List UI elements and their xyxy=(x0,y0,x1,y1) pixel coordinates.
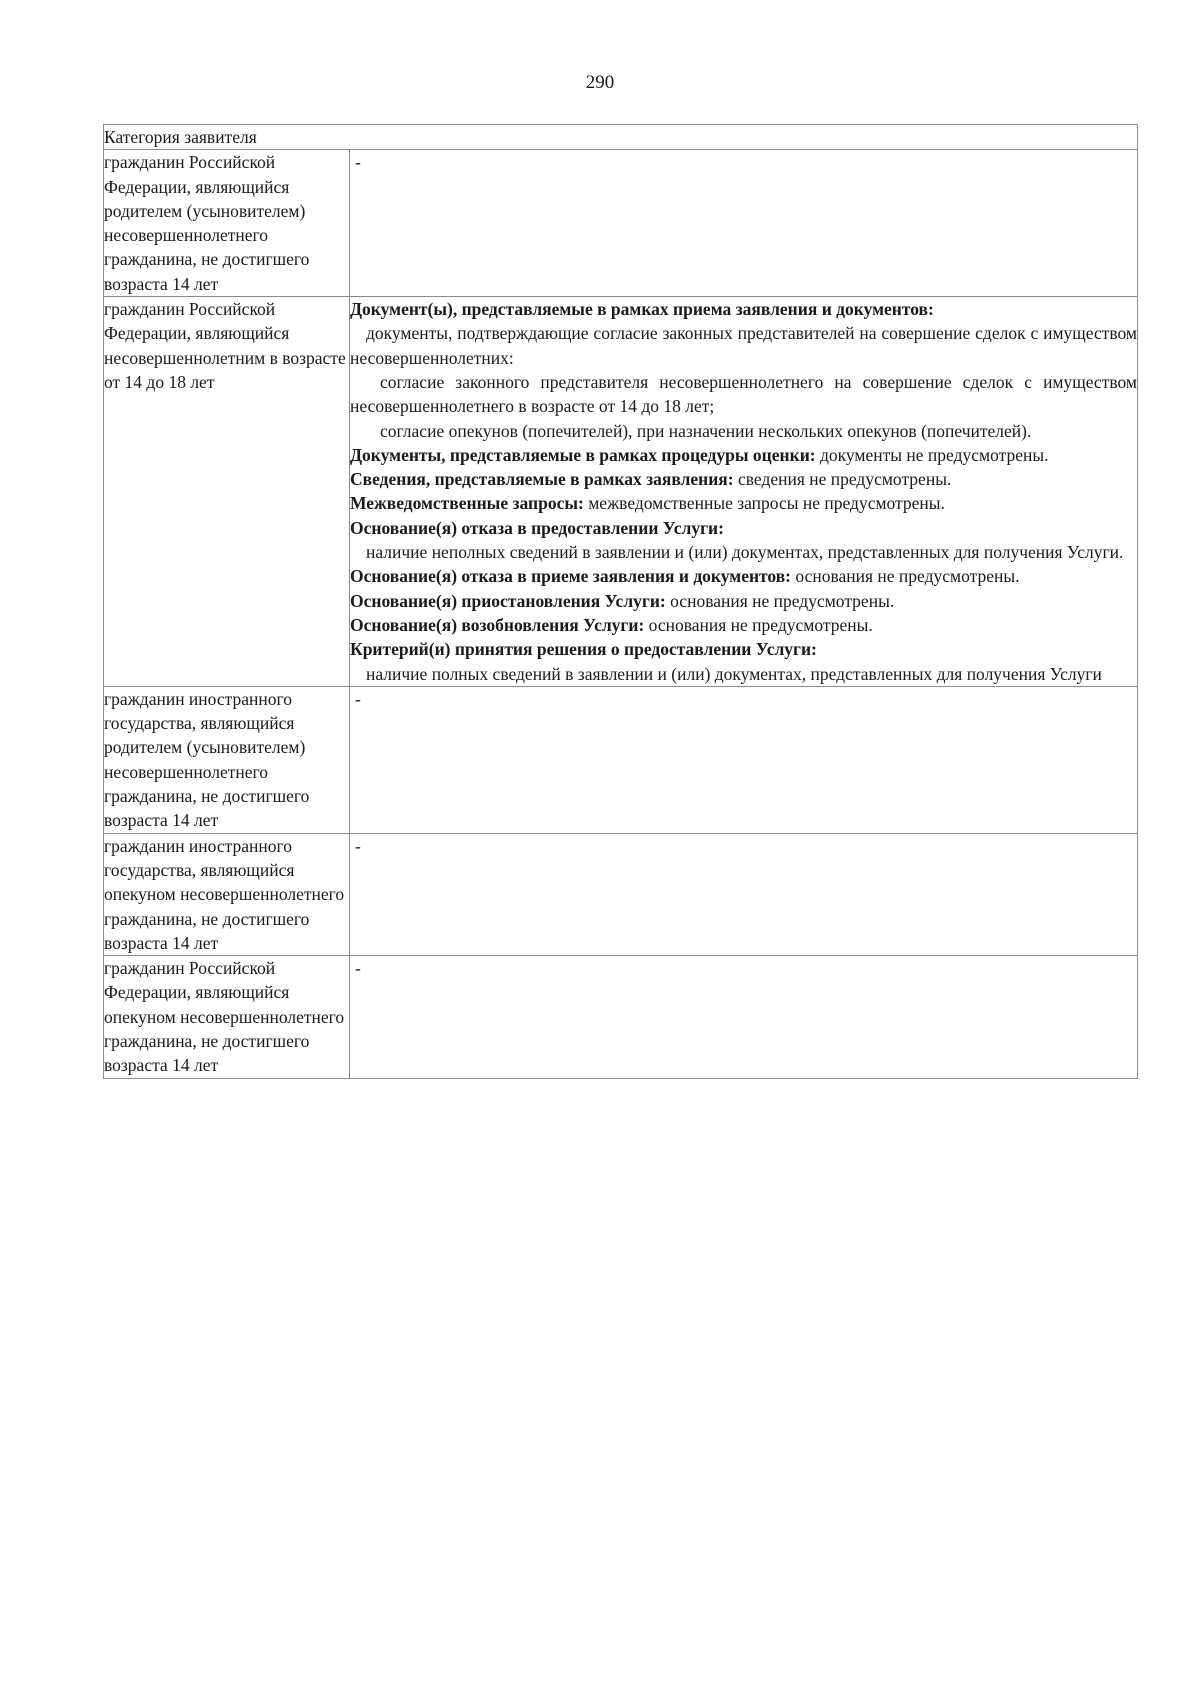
inter-label: Межведомственные запросы: xyxy=(350,493,584,514)
category-cell: гражданин Российской Федерации, являющийся опекуном несовершеннолетнего гражданина, не достигшего возраста 14 лет xyxy=(104,956,350,1078)
table-header-row xyxy=(104,125,1138,150)
criteria-item: наличие полных сведений в заявлении и (или) документах, представленных для получения Услуги xyxy=(366,663,1102,684)
eval-line xyxy=(350,443,1137,467)
category-cell: гражданин иностранного государства, являющийся опекуном несовершеннолетнего гражданина, не достигшего возраста 14 лет xyxy=(104,833,350,955)
table-header-cell: Категория заявителя xyxy=(104,125,1138,150)
suspend-value: основания не предусмотрены. xyxy=(670,590,895,611)
eval-value: документы не предусмотрены. xyxy=(820,444,1049,465)
refusal-item: наличие неполных сведений в заявлении и (или) документах, представленных для получения Услуги. xyxy=(366,542,1124,563)
inter-value: межведомственные запросы не предусмотрены. xyxy=(588,493,945,514)
info-line xyxy=(350,467,1137,491)
reject-line xyxy=(350,564,1137,588)
inter-line xyxy=(350,491,1137,515)
applicant-category-table xyxy=(103,124,1138,1079)
content-cell xyxy=(350,956,1138,1078)
category-cell: гражданин Российской Федерации, являющийся несовершеннолетним в возрасте от 14 до 18 лет xyxy=(104,297,350,687)
empty-value: - xyxy=(355,152,361,173)
category-cell: гражданин иностранного государства, являющийся родителем (усыновителем) несовершеннолетнего гражданина, не достигшего возраста 14 лет xyxy=(104,686,350,833)
docs-item: документы, подтверждающие согласие законных представителей на совершение сделок с имуществом несовершеннолетних: xyxy=(350,323,1137,368)
table-row xyxy=(104,833,1138,955)
resume-line xyxy=(350,613,1137,637)
eval-label: Документы, представляемые в рамках процедуры оценки: xyxy=(350,444,816,465)
reject-value: основания не предусмотрены. xyxy=(795,566,1020,587)
resume-label: Основание(я) возобновления Услуги: xyxy=(350,614,645,635)
table-row xyxy=(104,956,1138,1078)
docs-subitem: согласие опекунов (попечителей), при назначении нескольких опекунов (попечителей). xyxy=(380,420,1032,441)
content-cell xyxy=(350,833,1138,955)
empty-value: - xyxy=(355,688,361,709)
content-cell xyxy=(350,686,1138,833)
category-cell: гражданин Российской Федерации, являющийся родителем (усыновителем) несовершеннолетнего гражданина, не достигшего возраста 14 лет xyxy=(104,150,350,297)
docs-subitem: согласие законного представителя несовершеннолетнего на совершение сделок с имуществом несовершеннолетнего в возрасте от 14 до 18 лет; xyxy=(350,371,1137,417)
table-row xyxy=(104,150,1138,297)
suspend-label: Основание(я) приостановления Услуги: xyxy=(350,590,666,611)
refusal-heading: Основание(я) отказа в предоставлении Услуги: xyxy=(350,517,724,538)
suspend-line xyxy=(350,589,1137,613)
criteria-heading: Критерий(и) принятия решения о предоставлении Услуги: xyxy=(350,639,817,660)
empty-value: - xyxy=(355,835,361,856)
table-row xyxy=(104,297,1138,687)
reject-label: Основание(я) отказа в приеме заявления и документов: xyxy=(350,566,792,587)
table-row xyxy=(104,686,1138,833)
page-number: 290 xyxy=(585,72,615,93)
content-cell xyxy=(350,150,1138,297)
info-label: Сведения, представляемые в рамках заявления: xyxy=(350,469,734,490)
empty-value: - xyxy=(355,958,361,979)
details-cell xyxy=(350,297,1138,687)
resume-value: основания не предусмотрены. xyxy=(648,614,873,635)
info-value: сведения не предусмотрены. xyxy=(737,469,952,490)
docs-heading: Документ(ы), представляемые в рамках приема заявления и документов: xyxy=(350,299,934,320)
